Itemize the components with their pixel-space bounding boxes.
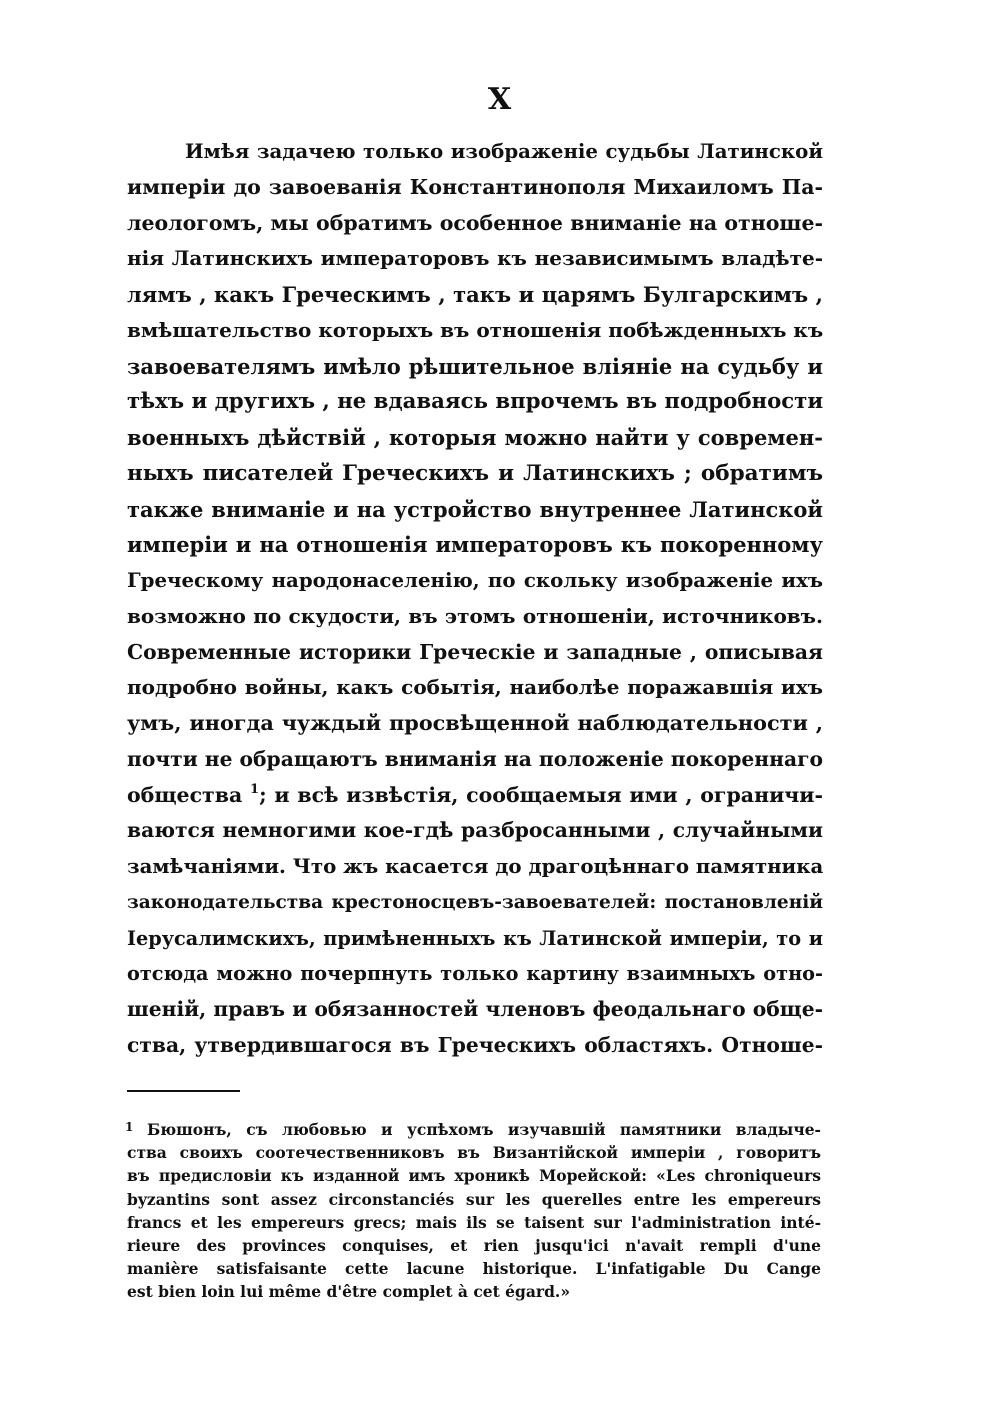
footnote-line: въ предисловіи къ изданной имъ хроникѣ Морейской: «Les chroniqueurs [127, 1166, 821, 1186]
footnote-line: francs et les empereurs grecs; mais ils se taisent sur l'administration inté- [127, 1212, 821, 1232]
page-number: X [487, 82, 513, 117]
footnote-reference[interactable]: 1 [250, 781, 260, 797]
text-line: подробно войны, какъ событія, наиболѣе поражавшія ихъ [127, 675, 823, 700]
footnote-line: est bien loin lui même d'être complet à cet égard.» [127, 1282, 571, 1302]
text-line: завоевателямъ имѣло рѣшительное вліяніе на судьбу и [127, 353, 823, 379]
text-line: леологомъ, мы обратимъ особенное вниманіе на отноше- [127, 210, 823, 235]
footnote-line: byzantins sont assez circonstanciés sur les querelles entre les empereurs [127, 1189, 821, 1209]
text-line: умъ, иногда чуждый просвѣщенной наблюдательности , [127, 711, 823, 735]
main-body-text [127, 134, 823, 1064]
text-segment: общества [127, 782, 243, 807]
text-line: вмѣшательство которыхъ въ отношенія побѣжденныхъ къ [127, 317, 824, 342]
footnote-line: rieure des provinces conquises, et rien jusqu'ici n'avait rempli d'une [127, 1235, 821, 1255]
text-line: Имѣя задачею только изображеніе судьбы Латинской [185, 139, 823, 163]
text-line: лямъ , какъ Греческимъ , такъ и царямъ Булгарскимъ , [127, 282, 823, 307]
text-line: имперіи до завоеванія Константинополя Михаиломъ Па- [127, 174, 823, 199]
text-line: ства, утвердившагося въ Греческихъ областяхъ. Отноше- [127, 1032, 823, 1057]
text-line: возможно по скудости, въ этомъ отношеніи, источниковъ. [127, 603, 823, 628]
text-line: законодательства крестоносцевъ-завоевателей: постановленій [127, 891, 823, 913]
text-line: также вниманіе и на устройство внутреннее Латинской [127, 496, 823, 522]
text-line: нія Латинскихъ императоровъ къ независимымъ владѣте- [127, 246, 823, 271]
text-line: шеній, правъ и обязанностей членовъ феодальнаго обще- [127, 997, 823, 1021]
footnote-marker: 1 [125, 1120, 134, 1134]
text-line: ваются немногими кое-гдѣ разбросанными , случайными [127, 818, 823, 843]
text-line: почти не обращаютъ вниманія на положеніе покореннаго [127, 746, 823, 771]
footnote-separator [127, 1090, 240, 1092]
footnote-line: ства своихъ соотечественниковъ въ Византійской имперіи , говоритъ [127, 1143, 821, 1163]
footnote-line: Бюшонъ, съ любовью и успѣхомъ изучавшій памятники владыче- [147, 1120, 821, 1139]
text-line: ныхъ писателей Греческихъ и Латинскихъ ; обратимъ [127, 460, 823, 486]
text-line: Іерусалимскихъ, примѣненныхъ къ Латинской имперіи, то и [127, 926, 823, 950]
text-line: отсюда можно почерпнуть только картину взаимныхъ отно- [127, 962, 823, 986]
text-line: имперіи и на отношенія императоровъ къ покоренному [127, 532, 823, 558]
footnote-line: manière satisfaisante cette lacune historique. L'infatigable Du Cange [127, 1259, 821, 1279]
text-line: военныхъ дѣйствій , которыя можно найти у современ- [127, 425, 823, 450]
text-line: Современные историки Греческіе и западные , описывая [127, 639, 823, 664]
text-line-with-footnote [127, 778, 823, 814]
footnote [127, 1118, 821, 1304]
text-line: тѣхъ и другихъ , не вдаваясь впрочемъ въ подробности [127, 389, 824, 415]
text-line: Греческому народонаселенію, по скольку изображеніе ихъ [127, 568, 823, 592]
text-segment: ; и всѣ извѣстія, сообщаемыя ими , ограничи- [259, 782, 824, 807]
text-line: замѣчаніями. Что жъ касается до драгоцѣннаго памятника [127, 854, 824, 878]
